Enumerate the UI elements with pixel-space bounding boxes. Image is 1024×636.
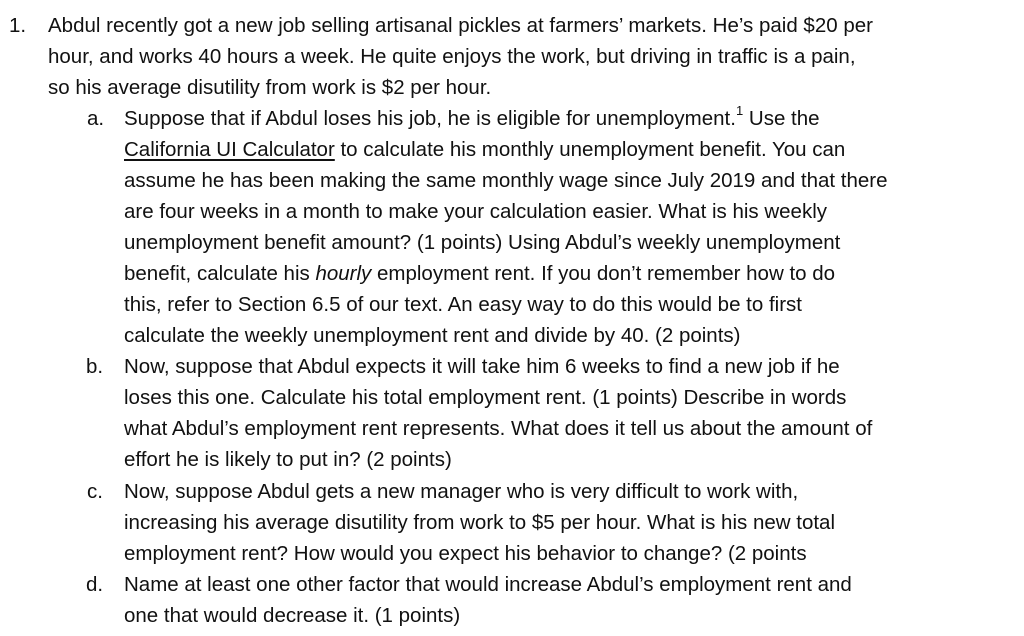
part-a-line-6 <box>124 258 835 289</box>
part-c-line-1: Now, suppose Abdul gets a new manager who is very difficult to work with, <box>124 480 799 503</box>
part-d-line-1: Name at least one other factor that would increase Abdul’s employment rent and <box>124 573 852 596</box>
california-ui-calculator-link[interactable]: California UI Calculator <box>124 138 335 161</box>
part-b-label: b. <box>86 355 104 378</box>
stem-line-1: Abdul recently got a new job selling artisanal pickles at farmers’ markets. He’s paid $20 per <box>48 14 873 37</box>
part-a-line-6-post: employment rent. If you don’t remember how to do <box>371 262 836 285</box>
part-a-line-7: this, refer to Section 6.5 of our text. An easy way to do this would be to first <box>124 293 802 316</box>
part-d-label: d. <box>86 573 104 596</box>
question-number: 1. <box>9 14 27 37</box>
part-a-line-5: unemployment benefit amount? (1 points) Using Abdul’s weekly unemployment <box>124 231 841 254</box>
part-a-line-2 <box>124 134 845 165</box>
part-a-line-8: calculate the weekly unemployment rent and divide by 40. (2 points) <box>124 324 741 347</box>
part-b-line-1: Now, suppose that Abdul expects it will take him 6 weeks to find a new job if he <box>124 355 840 378</box>
part-c-line-2: increasing his average disutility from work to $5 per hour. What is his new total <box>124 511 835 534</box>
part-a-line-1-tail: Use the <box>743 107 820 130</box>
part-a-label: a. <box>87 107 105 130</box>
part-a-line-2-tail: to calculate his monthly unemployment benefit. You can <box>334 138 846 161</box>
part-d-line-2: one that would decrease it. (1 points) <box>124 604 461 627</box>
part-c-line-3: employment rent? How would you expect his behavior to change? (2 points <box>124 542 807 565</box>
part-a-line-1 <box>124 103 820 134</box>
part-a-line-1-text: Suppose that if Abdul loses his job, he is eligible for unemployment. <box>124 107 736 130</box>
part-a-line-3: assume he has been making the same monthly wage since July 2019 and that there <box>124 169 888 192</box>
stem-line-2: hour, and works 40 hours a week. He quite enjoys the work, but driving in traffic is a pain, <box>48 45 856 68</box>
part-b-line-4: effort he is likely to put in? (2 points) <box>124 448 452 471</box>
part-b-line-3: what Abdul’s employment rent represents. What does it tell us about the amount of <box>124 417 873 440</box>
part-a-line-6-emphasis: hourly <box>315 262 372 285</box>
footnote-ref[interactable]: 1 <box>735 103 744 119</box>
part-a-line-4: are four weeks in a month to make your calculation easier. What is his weekly <box>124 200 828 223</box>
part-b-line-2: loses this one. Calculate his total employment rent. (1 points) Describe in words <box>124 386 847 409</box>
part-c-label: c. <box>87 480 103 503</box>
part-a-line-6-pre: benefit, calculate his <box>124 262 316 285</box>
stem-line-3: so his average disutility from work is $2 per hour. <box>48 76 492 99</box>
